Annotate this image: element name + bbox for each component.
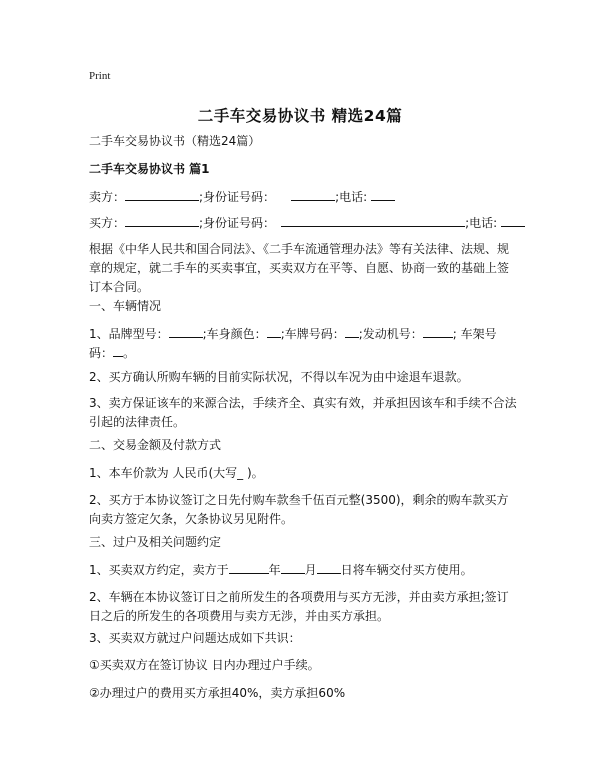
delivery-line [89, 560, 473, 580]
vehicle-item-3: 3、卖方保证该车的来源合法，手续齐全、真实有效，并承担因该车和手续不合法引起的法律责任。 [89, 396, 517, 429]
intro-paragraph: 根据《中华人民共和国合同法》、《二手车流通管理办法》等有关法律、法规、规章的规定，就二手车的买卖事宜，买卖双方在平等、自愿、协商一致的基础上签订本合同。 [89, 242, 510, 294]
part2-heading: 二、交易金额及付款方式 [89, 438, 222, 452]
delivery-prefix: 1、买卖双方约定，卖方于 [89, 563, 229, 577]
seller-id-label: ;身份证号码： [199, 190, 276, 204]
color-blank [267, 325, 281, 338]
seller-id-blank [291, 188, 335, 201]
delivery-year-label: 年 [268, 563, 281, 577]
transfer-item-2: ②办理过户的费用买方承担40%，卖方承担60% [89, 686, 346, 700]
transfer-item-1: ①买卖双方在签订协议 日内办理过户手续。 [89, 658, 320, 672]
buyer-phone-blank [501, 214, 525, 227]
price-line: 1、本车价款为 人民币(大写_ )。 [89, 466, 264, 480]
buyer-phone-label: ;电话: [465, 216, 498, 230]
delivery-month-label: 月 [304, 563, 317, 577]
delivery-suffix: 日将车辆交付买方使用。 [340, 563, 473, 577]
payment-paragraph: 2、买方于本协议签订之日先付购车款叁千伍百元整(3500)，剩余的购车款买方向卖方签定欠条，欠条协议另见附件。 [89, 493, 509, 526]
consensus-line: 3、买卖双方就过户问题达成如下共识： [89, 631, 301, 645]
seller-phone-blank [371, 188, 395, 201]
frame-label: ; 车架号码： [89, 327, 497, 360]
seller-phone-label: ;电话: [335, 190, 368, 204]
buyer-name-blank [125, 214, 199, 227]
brand-label: 1、品牌型号： [89, 327, 169, 341]
part1-heading: 一、车辆情况 [89, 299, 162, 313]
buyer-line [89, 213, 525, 233]
document-title: 二手车交易协议书 精选24篇 [197, 107, 403, 125]
brand-blank [169, 325, 203, 338]
item1-tail: 。 [123, 346, 136, 360]
buyer-id-blank [281, 214, 465, 227]
seller-line [89, 187, 395, 207]
color-label: ;车身颜色： [202, 327, 267, 341]
delivery-day-blank [317, 561, 341, 574]
engine-blank [423, 325, 453, 338]
vehicle-item-2: 2、买方确认所购车辆的目前实际状况，不得以车况为由中途退车退款。 [89, 370, 469, 384]
vehicle-info-item [89, 325, 519, 363]
plate-label: ;车牌号码： [280, 327, 345, 341]
delivery-month-blank [281, 561, 305, 574]
plate-blank [345, 325, 359, 338]
fees-paragraph: 2、车辆在本协议签订日之前所发生的各项费用与买方无涉，并由卖方承担;签订日之后的所发生的各项费用与卖方无涉，并由买方承担。 [89, 590, 509, 623]
engine-label: ;发动机号： [358, 327, 423, 341]
seller-name-blank [125, 188, 199, 201]
print-label: Print [89, 70, 111, 82]
part3-heading: 三、过户及相关问题约定 [89, 535, 222, 549]
buyer-id-label: ;身份证号码： [199, 216, 276, 230]
seller-label: 卖方： [89, 190, 126, 204]
delivery-year-blank [229, 561, 269, 574]
buyer-label: 买方： [89, 216, 126, 230]
section-heading: 二手车交易协议书 篇1 [89, 162, 210, 176]
document-subtitle: 二手车交易协议书（精选24篇） [89, 134, 261, 148]
frame-blank [113, 344, 123, 357]
